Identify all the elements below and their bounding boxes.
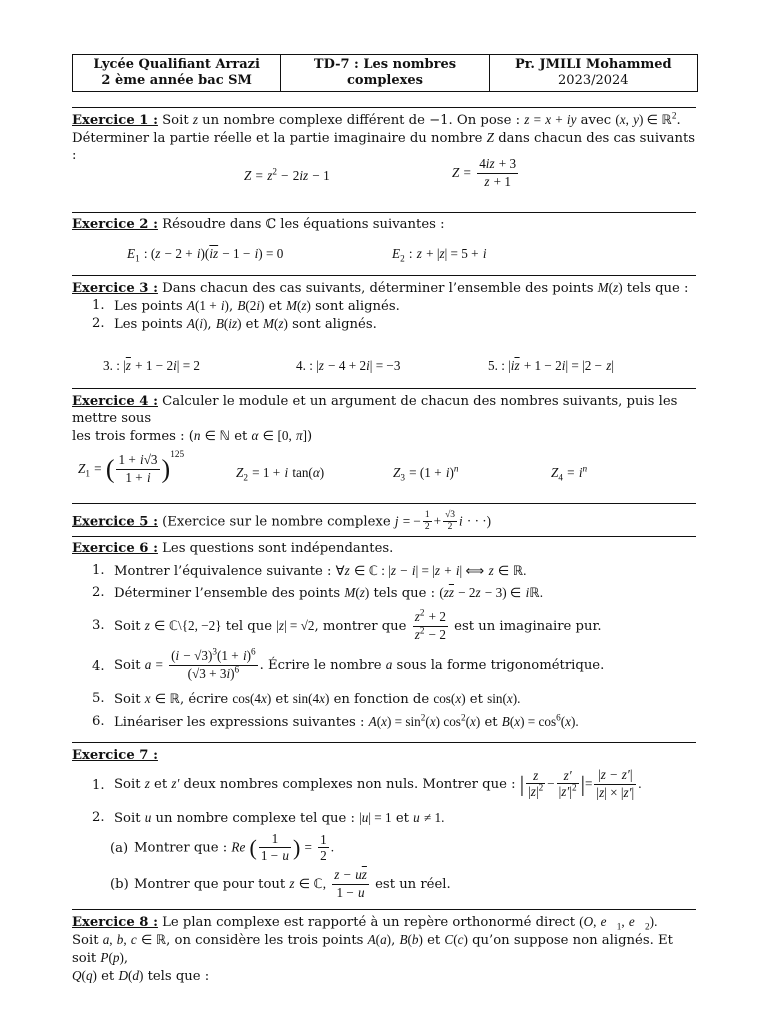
teacher-name: Pr. JMILI Mohammed [514,57,672,73]
formula-z1: $Z_1$ = ( $\frac{1 + i√3}{1 + i}$ )$^{125}$ [78,448,185,485]
td-title-1: TD-7 : Les nombres [313,57,457,73]
list-item: 2. Les points A(i), B(iz) et M(z) sont alignés. [92,315,377,332]
exercise-2-title: Exercice 2 : [72,217,158,232]
exercise-7 [72,748,696,765]
divider [72,909,696,910]
exercise-2: Exercice 2 : Résoudre dans ℂ les équations suivantes : [72,217,445,232]
td-cell [280,55,488,91]
exercise-8-title: Exercice 8 : [72,915,158,930]
formula-z2: $Z_2 = 1 + i$ tan(α) [236,465,325,483]
divider [72,388,696,389]
formula-1a: $Z = z^2 - 2iz - 1$ [244,166,330,183]
exercise-1: Exercice 1 : Soit z un nombre complexe différent de −1. On pose : z = x + iy avec (x, y) ∈ ℝ$^2$. Déterminer la partie réelle et la partie imaginaire du nombre Z dans chacun des cas suivants : [72,110,696,163]
exercise-6-title: Exercice 6 : [72,541,158,556]
exercise-7-title: Exercice 7 : [72,748,158,763]
divider [72,742,696,743]
exercise-7-qa: (a) Montrer que : Re ( $\frac{1}{1 - u}$ ) = $\frac{1}{2}$ . [110,831,335,864]
exercise-5-title: Exercice 5 : [72,514,158,530]
school-name: Lycée Qualifiant Arrazi [93,57,260,73]
formula-1b: Z = $\frac{4iz + 3}{z + 1}$ [452,156,517,189]
exercise-5: Exercice 5 : (Exercice sur le nombre complexe j = − $\frac{1}{2}$ + $\frac{√3}{2}$ i · · ·) [72,510,492,533]
exercise-6-q1: 1. Montrer l’équivalence suivante : ∀z ∈ ℂ : |z − i| = |z + i| ⟺ z ∈ ℝ. [92,563,527,579]
teacher-cell [489,55,697,91]
exercise-6-q4: 4. Soit a = $\frac{(i - √3)^3(1 + i)^6}{(√3 + 3i)^6}$ . Écrire le nombre a sous la forme trigonométrique. [92,646,605,681]
exercise-4-title: Exercice 4 : [72,394,158,409]
list-item: 1. Les points A(1 + i), B(2i) et M(z) sont alignés. [92,297,400,314]
formula-z3: $Z_3 = (1 + i)^n$ [393,463,459,483]
school-year: 2023/2024 [558,73,629,88]
divider [72,275,696,276]
equation-e1: $E_1$ : $(z - 2 + i)(\overline{iz} - 1 - i) = 0$ [127,246,284,264]
divider [72,212,696,213]
equation-e2: $E_2$ : z + |z| = 5 + i [392,246,487,264]
exercise-7-q2: 2. Soit u un nombre complexe tel que : |u| = 1 et u ≠ 1. [92,810,445,826]
exercise-6-q2: 2. Déterminer l’ensemble des points M(z) tels que : $(z\overline{z} - 2z - 3)$ ∈ iℝ. [92,585,544,601]
divider [72,107,696,108]
formula-z4: $Z_4 = i^n$ [551,463,588,483]
exercise-7-q1: 1. Soit z et z′ deux nombres complexes non nuls. Montrer que : | $\frac{z}{|z|^2}$ − $\frac{z'}{|z'|^2}$ |= $\frac{|z - z'|}{|z| \times |z'|}$ . [92,767,642,800]
exercise-4: Exercice 4 : Calculer le module et un argument de chacun des nombres suivants, puis les mettre sous les trois formes : (n ∈ ℕ et α ∈ [0, π]) [72,394,678,444]
exercise-1-title: Exercice 1 : [72,113,158,128]
exercise-3-title: Exercice 3 : [72,281,158,296]
case-4: 4. : |z − 4 + 2i| = −3 [296,358,401,373]
exercise-7-qb: (b) Montrer que pour tout z ∈ ℂ, $\frac{z - u\overline{z}}{1 - u}$ est un réel. [110,867,451,900]
case-3: 3. : $|\overline{z} + 1 - 2i| = 2$ [103,358,201,373]
exercise-6-q6: 6. Linéariser les expressions suivantes : $A(x) = \sin^2(x)$ $\cos^2(x)$ et $B(x) = \cos^6(x)$. [92,712,579,730]
exercise-8: Exercice 8 : Le plan complexe est rapporté à un repère orthonormé direct (O, $e⃗_1$, $e⃗_2$). Soit a, b, c ∈ ℝ, on considère les trois points A(a), B(b) et C(c) qu’on suppose non alignés. Et soit P(p), Q(q) et D(d) tels que : [72,914,673,984]
class-level: 2 ème année bac SM [101,73,252,88]
exercise-6-q5: 5. Soit x ∈ ℝ, écrire cos(4x) et sin(4x) en fonction de cos(x) et sin(x). [92,691,521,707]
school-cell [73,55,280,91]
case-5: 5. : $|i\overline{z} + 1 - 2i| = |2 - z|$ [488,358,615,373]
exercise-6: Exercice 6 : Les questions sont indépendantes. [72,541,394,556]
exercise-3: Exercice 3 : Dans chacun des cas suivants, déterminer l’ensemble des points M(z) tels que : 1. Les points A(1 + i), B(2i) et M(z) sont alignés. 2. Les points A(i), B(iz) et M(z) sont alignés. [72,280,696,334]
td-title-2: complexes [347,73,423,88]
divider [72,536,696,537]
header-table [72,54,698,92]
exercise-6-q3: 3. Soit z ∈ ℂ\{2, −2} tel que |z| = √2, montrer que $\frac{z^2 + 2}{z^2 - 2}$ est un imaginaire pur. [92,607,602,642]
divider [72,503,696,504]
